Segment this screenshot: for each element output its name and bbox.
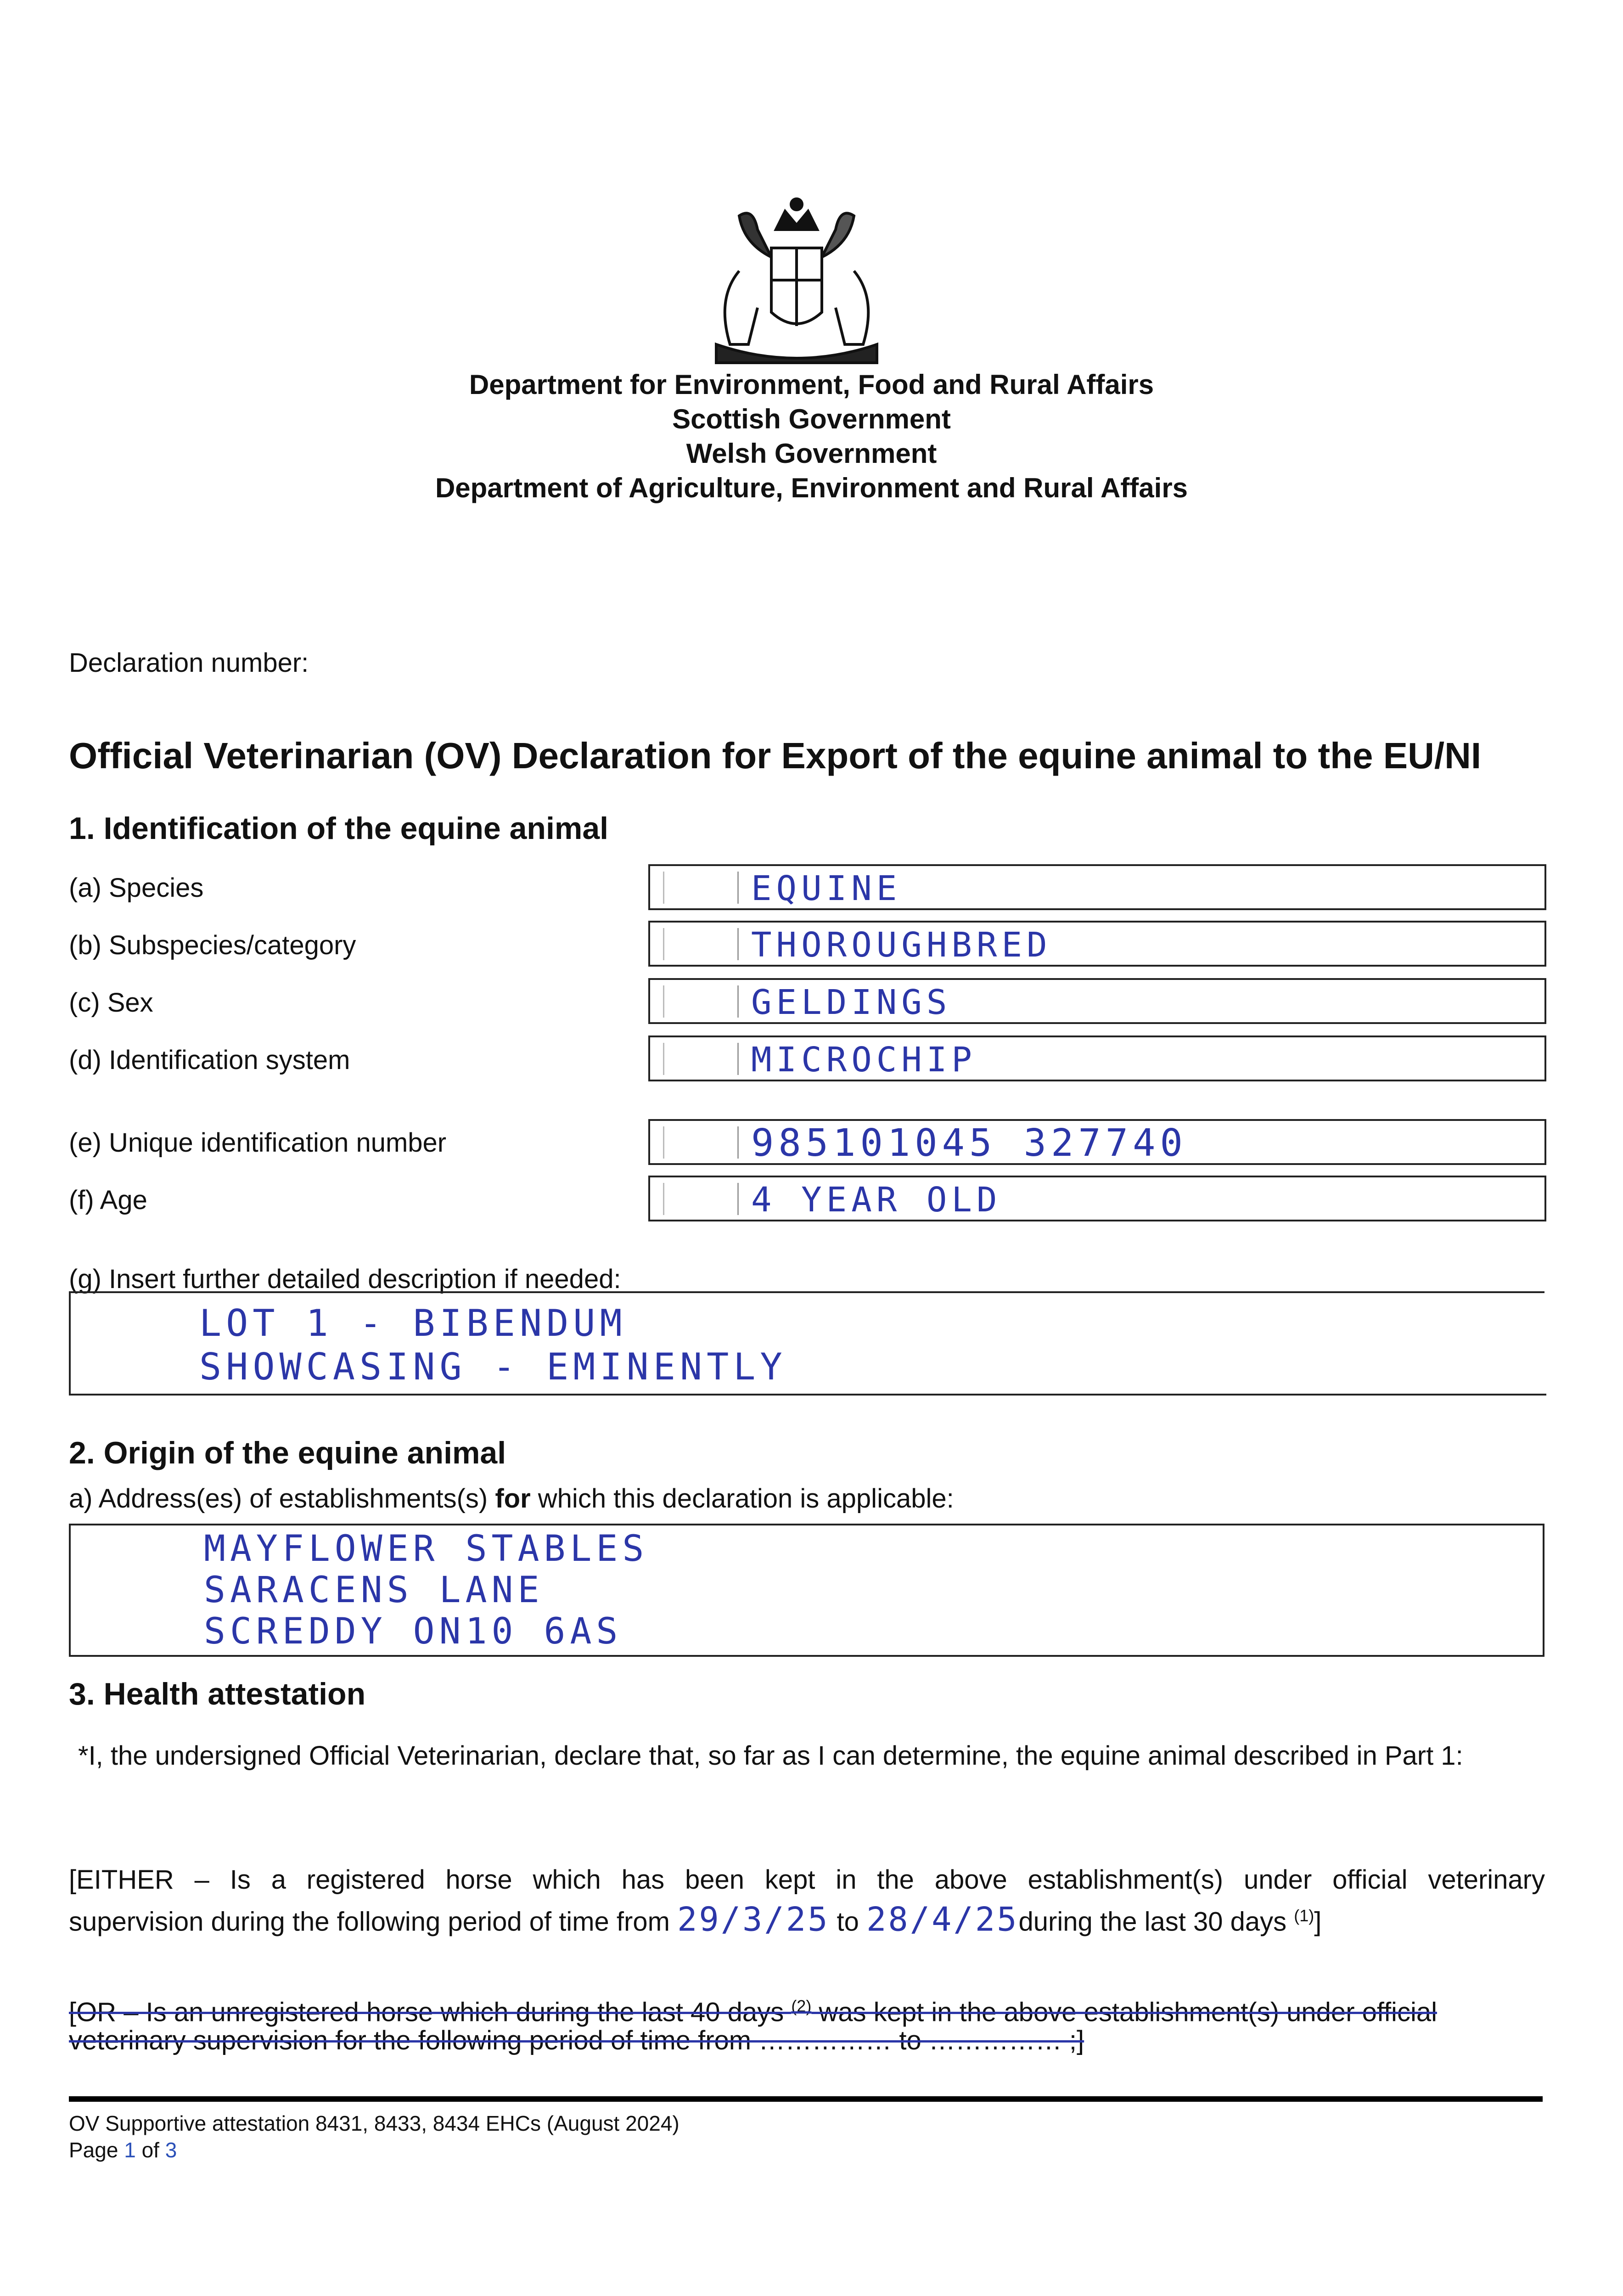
identification-system-field[interactable]	[648, 1035, 1546, 1081]
field-divider	[737, 928, 739, 960]
field-divider	[663, 928, 664, 960]
address-line-3: SCREDDY ON10 6AS	[204, 1611, 623, 1652]
field-divider	[663, 1126, 664, 1159]
from-date: 29/3/25	[677, 1900, 830, 1939]
age-field[interactable]	[648, 1176, 1546, 1221]
either-clause-end: ]	[1314, 1907, 1322, 1937]
further-description-box[interactable]	[69, 1293, 1546, 1396]
page-total: 3	[165, 2138, 177, 2162]
unique-id-value: 985101045 327740	[751, 1121, 1187, 1165]
further-description-line-1: LOT 1 - BIBENDUM	[199, 1302, 627, 1345]
page-number: 1	[124, 2138, 136, 2162]
either-clause-text: supervision during the following period of time from	[69, 1907, 677, 1937]
species-field[interactable]	[648, 864, 1546, 910]
field-divider	[737, 1043, 739, 1075]
unique-id-label: (e) Unique identification number	[69, 1128, 447, 1158]
to-date: 28/4/25	[866, 1900, 1019, 1939]
address-label-bold: for	[495, 1484, 531, 1514]
subspecies-label: (b) Subspecies/category	[69, 930, 356, 960]
field-divider	[663, 872, 664, 904]
footer-reference: OV Supportive attestation 8431, 8433, 8434 EHCs (August 2024)	[69, 2111, 680, 2135]
further-description-line-2: SHOWCASING - EMINENTLY	[199, 1345, 787, 1388]
field-divider	[737, 872, 739, 904]
sex-label: (c) Sex	[69, 988, 153, 1018]
either-clause-line-2	[69, 1898, 1545, 1940]
age-label: (f) Age	[69, 1185, 147, 1215]
subspecies-field[interactable]	[648, 921, 1546, 967]
field-divider	[663, 1183, 664, 1215]
either-clause-tail: during the last 30 days	[1018, 1907, 1294, 1937]
section2-heading: 2. Origin of the equine animal	[69, 1435, 506, 1470]
or-clause-tail: was kept in the above establishment(s) under official	[811, 1997, 1437, 2027]
royal-coat-of-arms	[689, 179, 904, 372]
address-line-2: SARACENS LANE	[204, 1570, 544, 1611]
page-word: Page	[69, 2138, 124, 2162]
field-divider	[737, 1183, 739, 1215]
identification-system-label: (d) Identification system	[69, 1045, 350, 1075]
section3-heading: 3. Health attestation	[69, 1677, 366, 1711]
field-divider	[663, 985, 664, 1018]
address-label-pre: a) Address(es) of establishments(s)	[69, 1484, 495, 1514]
address-label-post: which this declaration is applicable:	[530, 1484, 954, 1514]
or-clause-line-2: veterinary supervision for the following period of time from …………… to …………… ;]	[69, 2026, 1084, 2055]
species-label: (a) Species	[69, 873, 204, 903]
either-clause-line-1: [EITHER – Is a registered horse which has been kept in the above establishment(s) under official veterinary	[69, 1865, 1545, 1895]
address-box[interactable]	[69, 1524, 1544, 1657]
department-scottish-gov: Scottish Government	[672, 404, 951, 434]
field-divider	[737, 985, 739, 1018]
footnote-ref-2: (2)	[791, 1997, 812, 2015]
section1-heading: 1. Identification of the equine animal	[69, 811, 609, 846]
or-clause-text: [OR – Is an unregistered horse which during the last 40 days	[69, 1997, 792, 2027]
declaration-number-label: Declaration number:	[69, 648, 309, 678]
department-defra: Department for Environment, Food and Rural Affairs	[469, 369, 1154, 400]
field-divider	[663, 1043, 664, 1075]
field-divider	[737, 1126, 739, 1159]
subspecies-value: THOROUGHBRED	[751, 925, 1052, 965]
address-label	[69, 1483, 954, 1514]
age-value: 4 YEAR OLD	[751, 1180, 1002, 1220]
footnote-ref-1: (1)	[1294, 1906, 1314, 1925]
footer-rule	[69, 2096, 1543, 2102]
unique-id-field[interactable]	[648, 1119, 1546, 1165]
of-word: of	[135, 2138, 165, 2162]
health-attestation-intro: *I, the undersigned Official Veterinarian, declare that, so far as I can determine, the equine animal described in Part 1:	[78, 1741, 1463, 1771]
further-description-label: (g) Insert further detailed description if needed:	[69, 1264, 621, 1294]
sex-value: GELDINGS	[751, 983, 952, 1022]
page-title: Official Veterinarian (OV) Declaration for Export of the equine animal to the EU/NI	[69, 735, 1482, 776]
page-indicator	[69, 2137, 177, 2163]
address-line-1: MAYFLOWER STABLES	[204, 1528, 649, 1570]
identification-system-value: MICROCHIP	[751, 1040, 977, 1080]
species-value: EQUINE	[751, 869, 902, 908]
to-word: to	[829, 1907, 867, 1937]
sex-field[interactable]	[648, 978, 1546, 1024]
department-welsh-gov: Welsh Government	[686, 438, 937, 469]
department-daera: Department of Agriculture, Environment and Rural Affairs	[435, 473, 1188, 503]
